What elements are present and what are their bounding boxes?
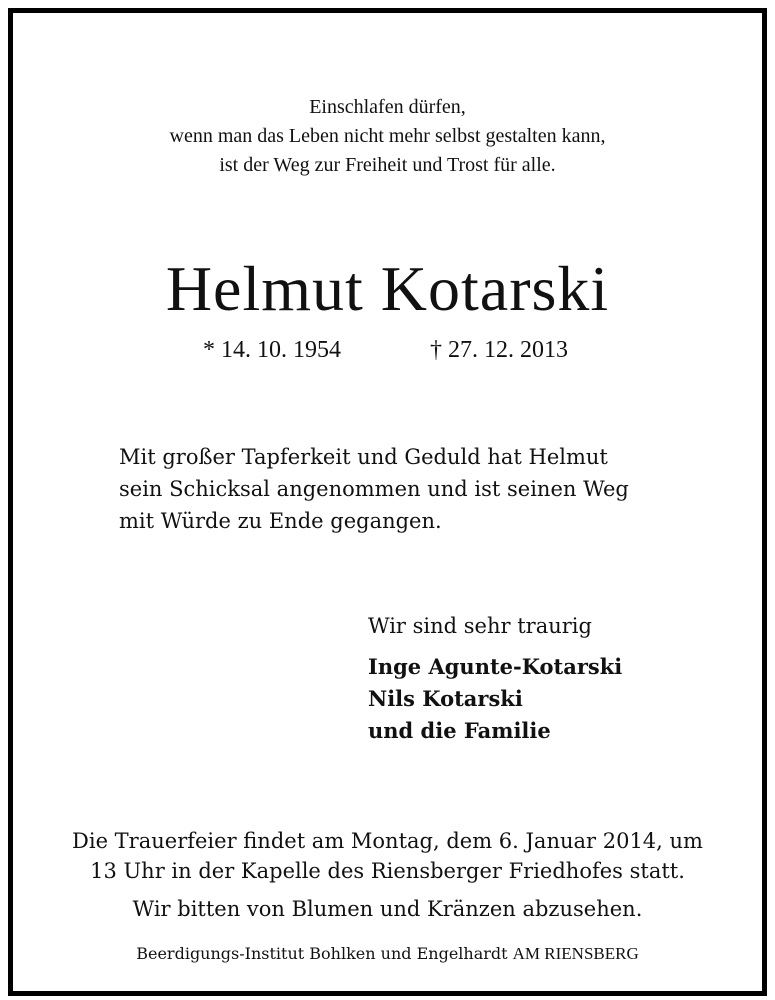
- mourners-names: [368, 651, 622, 747]
- funeral-home-name: Beerdigungs-Institut Bohlken und Engelhardt: [136, 944, 508, 963]
- ceremony-line: 13 Uhr in der Kapelle des Riensberger Friedhofes statt.: [90, 859, 685, 883]
- ceremony-line: Die Trauerfeier findet am Montag, dem 6. Januar 2014, um: [72, 829, 703, 853]
- birth-date: * 14. 10. 1954: [203, 337, 341, 363]
- tribute-line: mit Würde zu Ende gegangen.: [119, 509, 442, 533]
- mourner-name: und die Familie: [368, 718, 551, 743]
- mourner-name: Inge Agunte-Kotarski: [368, 654, 623, 679]
- ceremony-info: [13, 826, 762, 886]
- funeral-home: [13, 942, 762, 966]
- mourners-block: [368, 611, 622, 747]
- flower-request: Wir bitten von Blumen und Kränzen abzusehen.: [132, 897, 643, 921]
- opening-verse: [13, 93, 762, 180]
- mourners-intro: Wir sind sehr traurig: [368, 614, 592, 638]
- tribute-line: sein Schicksal angenommen und ist seinen Weg: [119, 477, 629, 501]
- mourner-name: Nils Kotarski: [368, 686, 523, 711]
- funeral-home-location: AM RIENSBERG: [512, 944, 639, 963]
- verse-line: ist der Weg zur Freiheit und Trost für alle.: [219, 154, 556, 176]
- death-notice: [8, 8, 767, 996]
- death-date: † 27. 12. 2013: [430, 337, 568, 363]
- verse-line: Einschlafen dürfen,: [309, 96, 466, 118]
- tribute-text: [119, 441, 629, 537]
- verse-line: wenn man das Leben nicht mehr selbst gestalten kann,: [169, 125, 606, 147]
- deceased-name: Helmut Kotarski: [165, 253, 610, 324]
- tribute-line: Mit großer Tapferkeit und Geduld hat Helmut: [119, 445, 608, 469]
